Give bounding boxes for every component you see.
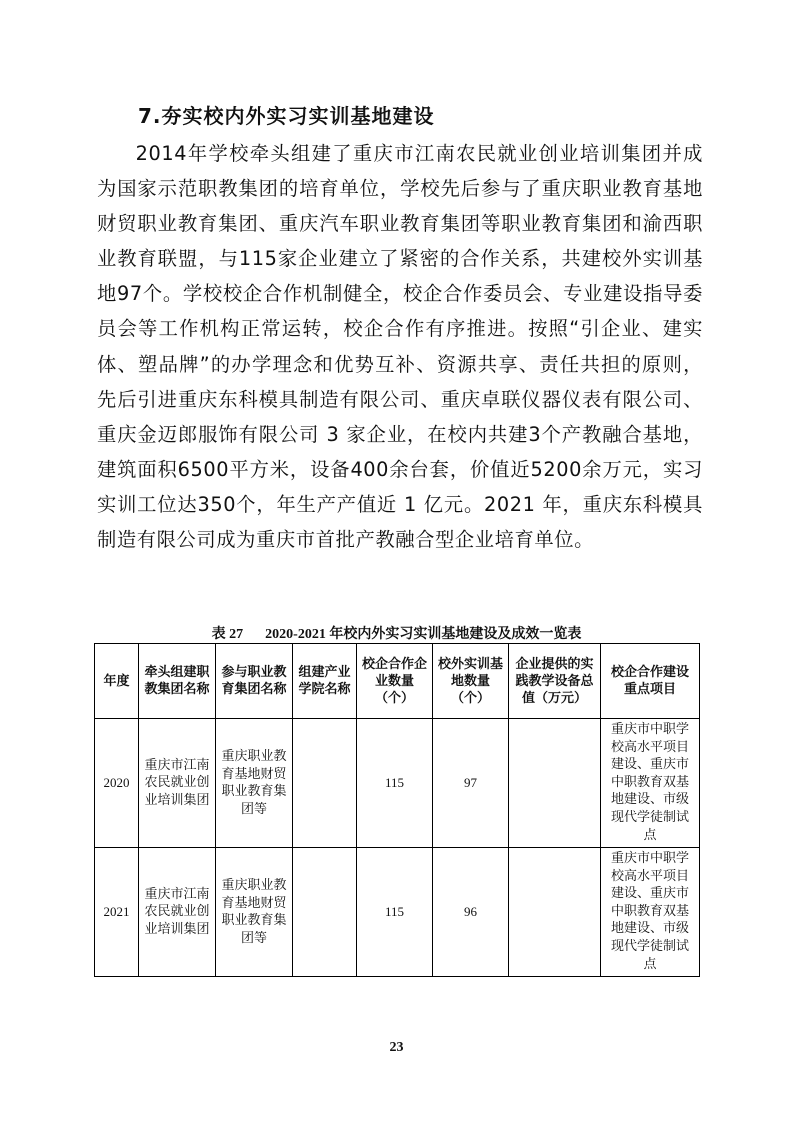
header-industry-college: 组建产业学院名称: [293, 644, 357, 719]
page-number: 23: [389, 1040, 404, 1055]
cell-lead-group: 重庆市江南农民就业创业培训集团: [139, 719, 216, 848]
header-equipment-value: 企业提供的实践教学设备总值（万元）: [509, 644, 601, 719]
header-partner-count: 校企合作企业数量（个）: [357, 644, 433, 719]
cell-industry-college: [293, 719, 357, 848]
cell-key-projects: 重庆市中职学校高水平项目建设、重庆市中职教育双基地建设、市级现代学徒制试点: [601, 719, 700, 848]
cell-equipment-value: [509, 848, 601, 977]
cell-year: 2021: [95, 848, 139, 977]
cell-lead-group: 重庆市江南农民就业创业培训集团: [139, 848, 216, 977]
table-header-row: [95, 644, 700, 719]
body-paragraph: 2014年学校牵头组建了重庆市江南农民就业创业培训集团并成为国家示范职教集团的培育单位，学校先后参与了重庆职业教育基地财贸职业教育集团、重庆汽车职业教育集团等职业教育集团和渝西职业教育联盟，与115家企业建立了紧密的合作关系，共建校外实训基地97个。学校校企合作机制健全，校企合作委员会、专业建设指导委员会等工作机构正常运转，校企合作有序推进。按照“引企业、建实体、塑品牌”的办学理念和优势互补、资源共享、责任共担的原则，先后引进重庆东科模具制造有限公司、重庆卓联仪器仪表有限公司、重庆金迈郎服饰有限公司 3 家企业，在校内共建3个产教融合基地，建筑面积6500平方米，设备400余台套，价值近5200余万元，实习实训工位达350个，年生产产值近 1 亿元。2021 年，重庆东科模具制造有限公司成为重庆市首批产教融合型企业培育单位。: [97, 142, 703, 552]
table-caption-title: 2020-2021 年校内外实习实训基地建设及成效一览表: [265, 627, 582, 642]
cell-partner-count: 115: [357, 848, 433, 977]
cell-joined-group: 重庆职业教育基地财贸职业教育集团等: [216, 719, 293, 848]
header-base-count: 校外实训基地数量（个）: [433, 644, 509, 719]
cell-key-projects: 重庆市中职学校高水平项目建设、重庆市中职教育双基地建设、市级现代学徒制试点: [601, 848, 700, 977]
header-lead-group: 牵头组建职教集团名称: [139, 644, 216, 719]
base-construction-table: [94, 643, 700, 977]
cell-partner-count: 115: [357, 719, 433, 848]
cell-base-count: 96: [433, 848, 509, 977]
section-heading: 7.夯实校内外实习实训基地建设: [138, 104, 435, 128]
table-caption-number: 表 27: [211, 627, 244, 642]
cell-joined-group: 重庆职业教育基地财贸职业教育集团等: [216, 848, 293, 977]
table-row: [95, 719, 700, 848]
cell-equipment-value: [509, 719, 601, 848]
header-joined-group: 参与职业教育集团名称: [216, 644, 293, 719]
cell-industry-college: [293, 848, 357, 977]
table-caption: [0, 623, 793, 643]
header-key-projects: 校企合作建设重点项目: [601, 644, 700, 719]
header-year: 年度: [95, 644, 139, 719]
table-row: [95, 848, 700, 977]
cell-base-count: 97: [433, 719, 509, 848]
cell-year: 2020: [95, 719, 139, 848]
